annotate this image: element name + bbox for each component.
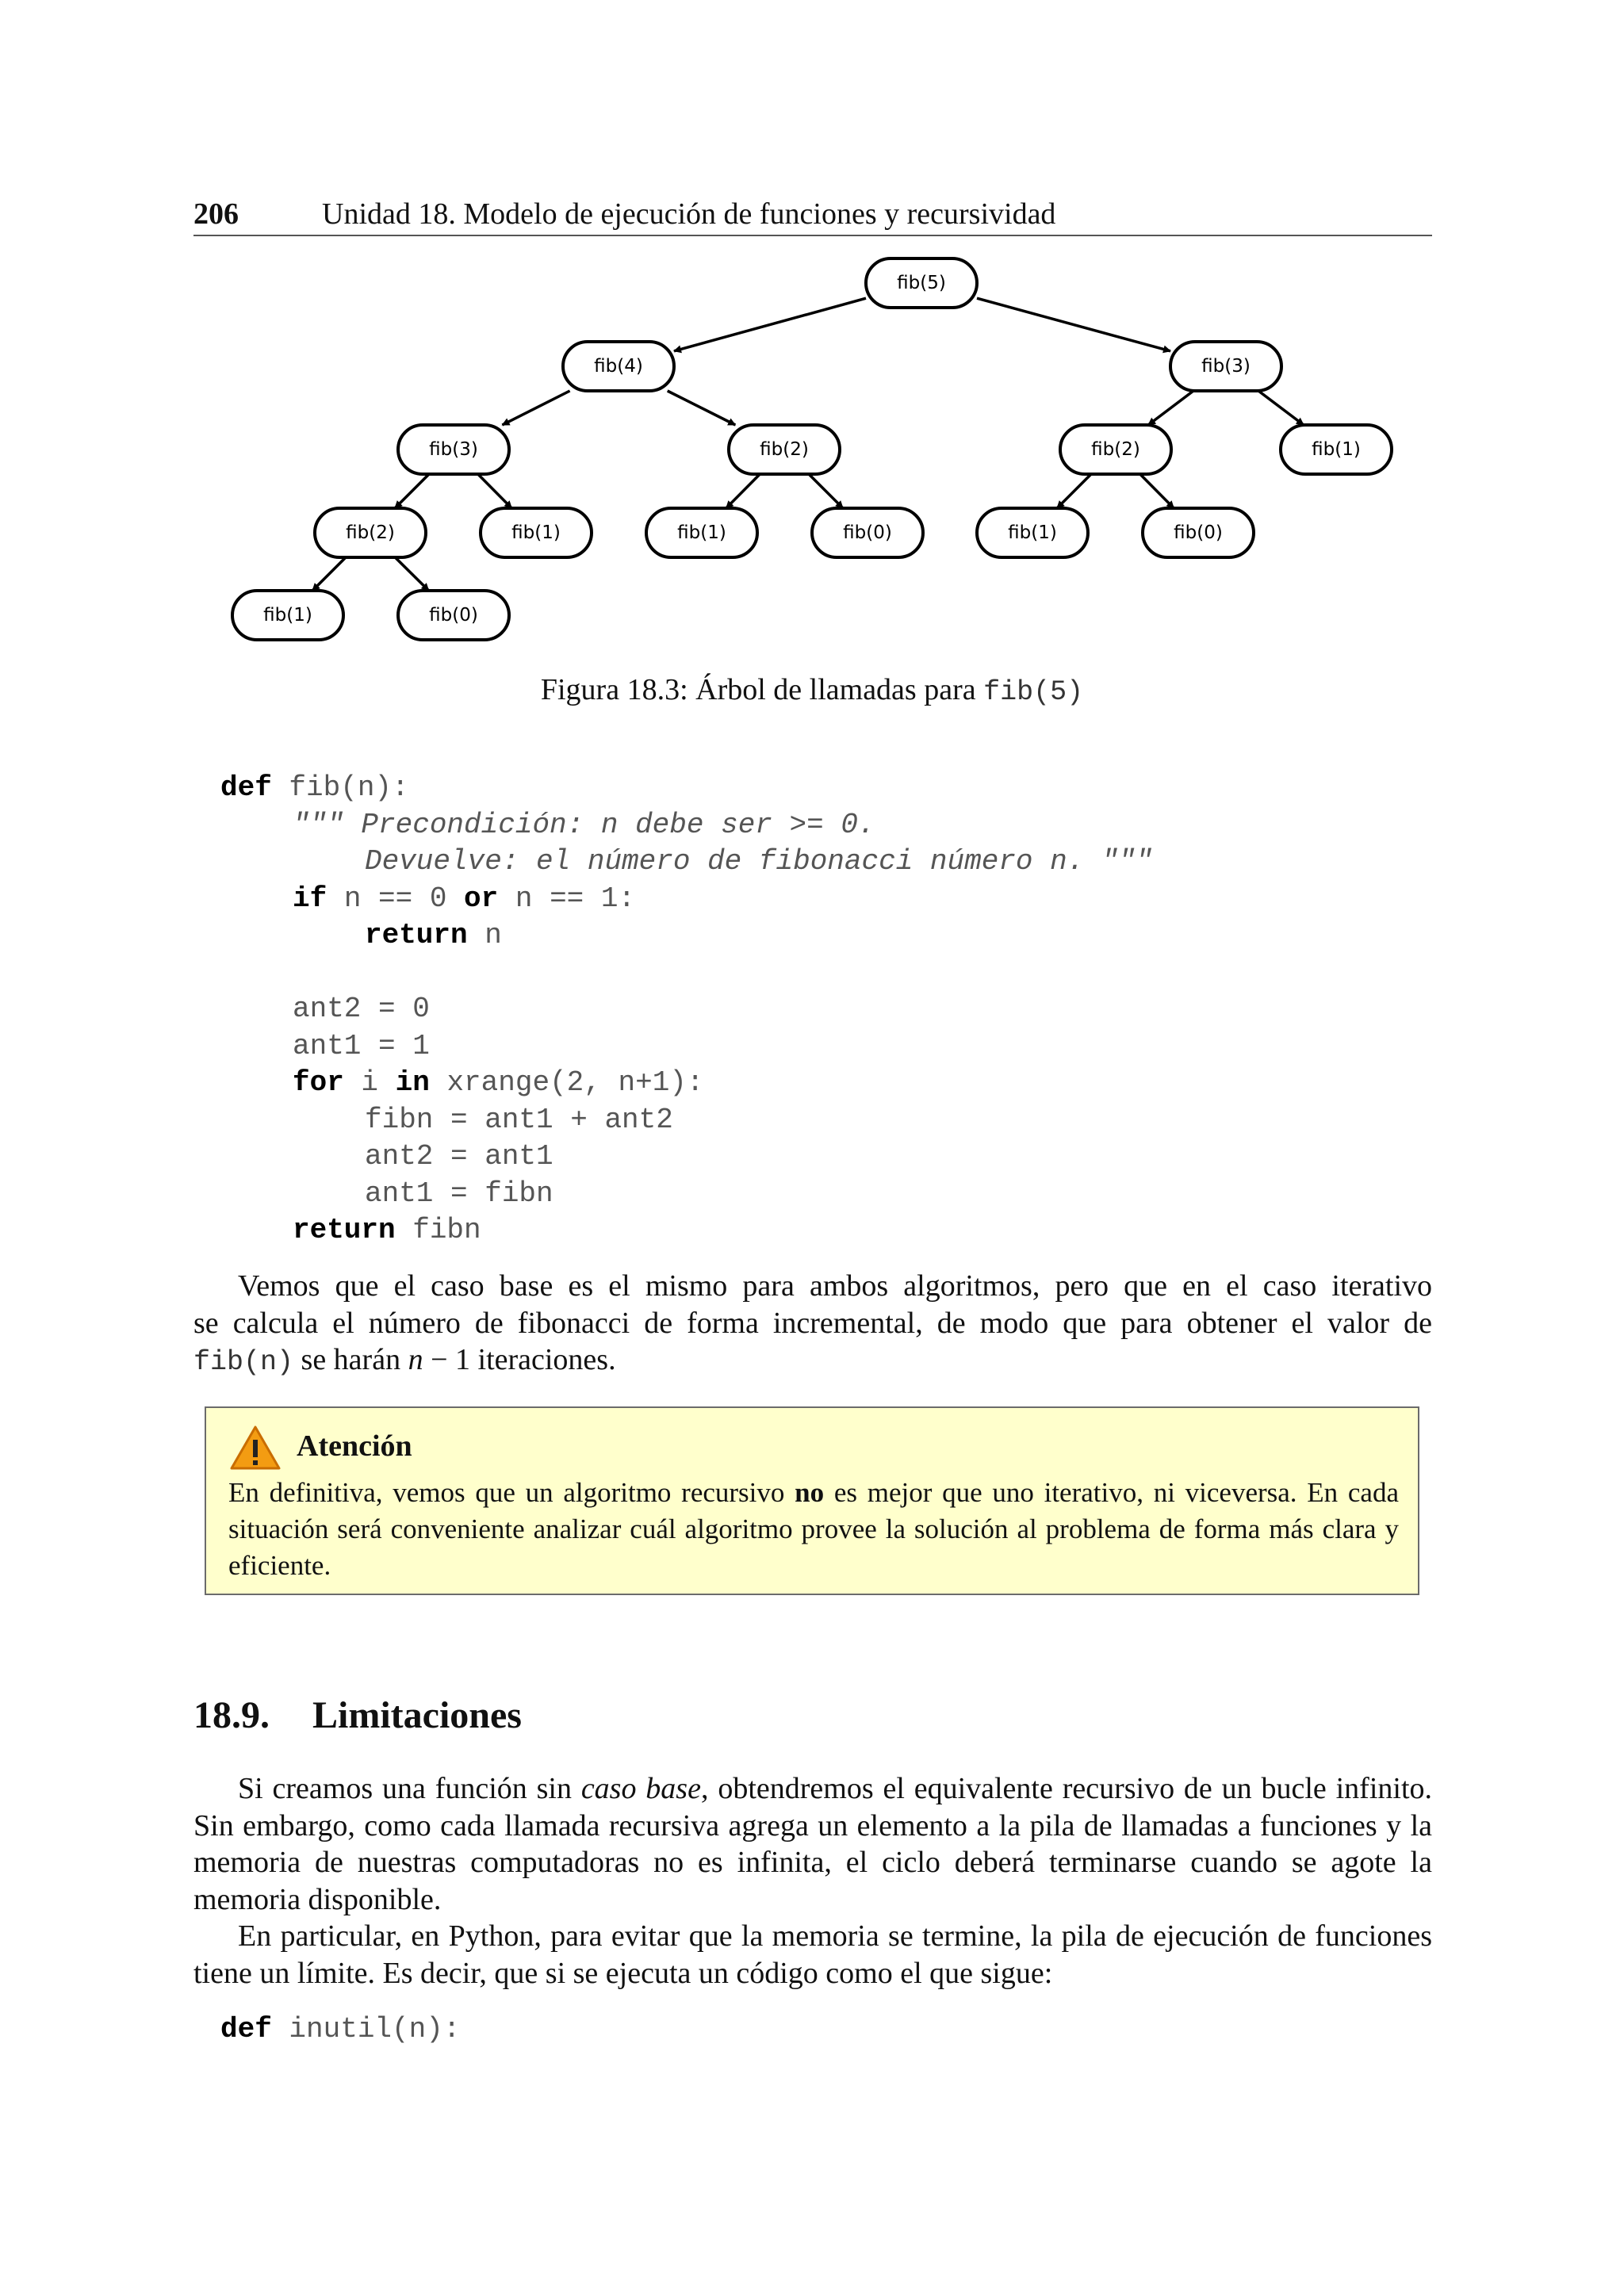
tree-node: [812, 508, 923, 557]
tree-node-label: fib(4): [594, 356, 643, 377]
para-text: se calcula el número de fibonacci de forma incremental, de modo que para obtener el valor de: [193, 1306, 1432, 1340]
tree-node-label: fib(1): [1312, 439, 1361, 460]
keyword: return: [365, 919, 468, 951]
tree-edge: [478, 474, 512, 508]
tree-node: [232, 591, 343, 640]
tree-edge: [726, 474, 760, 508]
inline-code: fib(n): [193, 1346, 294, 1378]
code-text: n == 0: [327, 882, 465, 915]
attention-box: [205, 1406, 1419, 1595]
keyword: def: [220, 2013, 272, 2045]
section-number: 18.9.: [193, 1694, 270, 1736]
paragraph-limitations: [193, 1770, 1432, 1918]
code-text: fib(n):: [271, 771, 409, 804]
tree-edge: [1148, 391, 1193, 425]
section-title: Limitaciones: [312, 1694, 522, 1736]
tree-node-label: fib(0): [429, 605, 478, 626]
tree-node-label: fib(0): [843, 522, 892, 543]
tree-node: [866, 258, 977, 308]
tree-edge: [668, 391, 736, 425]
warning-icon: [230, 1425, 281, 1470]
tree-node-label: fib(3): [1201, 356, 1251, 377]
tree-edge: [395, 557, 428, 591]
keyword: for: [293, 1066, 344, 1099]
tree-node-label: fib(2): [760, 439, 809, 460]
tree-node: [481, 508, 592, 557]
call-tree-figure: [0, 0, 1624, 666]
attention-text: es mejor que uno iterativo, ni viceversa. En cada situación será conveniente analizar cuál algoritmo provee la solución al problema de forma más clara y eficiente.: [228, 1477, 1399, 1581]
docstring: """ Precondición: n debe ser >= 0.: [293, 808, 875, 841]
para-text: se harán: [293, 1343, 408, 1376]
tree-node-label: fib(0): [1174, 522, 1223, 543]
code-text: fibn: [395, 1214, 481, 1246]
tree-node: [315, 508, 426, 557]
code-text: inutil(n):: [271, 2013, 461, 2045]
keyword: or: [464, 882, 499, 915]
tree-node-label: fib(3): [429, 439, 478, 460]
keyword: in: [395, 1066, 430, 1099]
tree-node: [1170, 342, 1281, 391]
tree-edge: [1258, 391, 1304, 425]
caption-text: Figura 18.3: Árbol de llamadas para: [540, 673, 984, 706]
para-italic: caso base: [580, 1772, 701, 1805]
tree-edge: [809, 474, 843, 508]
code-text: ant2 = 0: [293, 993, 430, 1025]
page-number: 206: [193, 197, 239, 231]
paragraph-iterative: [193, 1268, 1432, 1381]
code-block-inutil: [220, 2011, 460, 2049]
tree-node: [1143, 508, 1254, 557]
code-text: ant1 = 1: [293, 1029, 430, 1062]
tree-node: [729, 425, 840, 474]
tree-node: [398, 425, 509, 474]
code-text: ant2 = ant1: [365, 1140, 553, 1173]
tree-edge: [395, 474, 429, 508]
tree-node-label: fib(2): [1091, 439, 1140, 460]
tree-edge: [312, 557, 346, 591]
caption-code: fib(5): [983, 676, 1084, 708]
tree-node-label: fib(2): [346, 522, 395, 543]
attention-body: [228, 1475, 1399, 1584]
tree-node: [398, 591, 509, 640]
tree-node-label: fib(1): [511, 522, 561, 543]
code-text: i: [343, 1066, 396, 1099]
tree-node: [1281, 425, 1392, 474]
tree-node-label: fib(1): [1008, 522, 1057, 543]
code-text: xrange(2, n+1):: [429, 1066, 704, 1099]
para-text: , obtendremos el equivalente recursivo de un bucle infinito. Sin embargo, como cada llamada recursiva agrega un elemento a la pila de llamadas a funciones y la memoria de nuestras computadoras no es infinita, el ciclo deberá terminarse cuando se agote la memoria disponible.: [193, 1772, 1432, 1916]
tree-node: [977, 508, 1088, 557]
keyword: return: [293, 1214, 396, 1246]
tree-edge: [1057, 474, 1091, 508]
tree-node-label: fib(5): [897, 273, 946, 293]
code-text: fibn = ant1 + ant2: [365, 1103, 673, 1136]
para-text: Vemos que el caso base es el mismo para ambos algoritmos, pero que en el caso iterativo: [238, 1269, 1432, 1303]
code-text: ant1 = fibn: [365, 1177, 553, 1210]
tree-node-label: fib(1): [677, 522, 726, 543]
tree-node: [646, 508, 757, 557]
tree-edge: [674, 298, 866, 351]
tree-node: [563, 342, 674, 391]
attention-bold: no: [795, 1477, 825, 1508]
chapter-title: Unidad 18. Modelo de ejecución de funciones y recursividad: [322, 197, 1056, 231]
para-text: Si creamos una función sin: [238, 1772, 581, 1805]
section-heading: [193, 1690, 522, 1741]
keyword: def: [220, 771, 272, 804]
tree-nodes: [232, 258, 1392, 640]
para-text: − 1 iteraciones.: [423, 1343, 616, 1376]
paragraph-python-limit: [193, 1918, 1432, 1992]
tree-node: [1060, 425, 1171, 474]
keyword: if: [293, 882, 327, 915]
docstring: Devuelve: el número de fibonacci número n. """: [365, 845, 1153, 878]
para-text: En particular, en Python, para evitar que la memoria se termine, la pila de ejecución de funciones tiene un límite. Es decir, que si se ejecuta un código como el que sigue:: [193, 1919, 1432, 1990]
tree-edge: [977, 298, 1170, 351]
tree-edge: [502, 391, 569, 425]
attention-text: En definitiva, vemos que un algoritmo recursivo: [228, 1477, 795, 1508]
code-text: n: [467, 919, 502, 951]
code-text: n == 1:: [498, 882, 636, 915]
attention-title: Atención: [297, 1429, 412, 1463]
tree-edge: [1140, 474, 1174, 508]
tree-node-label: fib(1): [263, 605, 312, 626]
figure-caption: [0, 672, 1624, 708]
math-var: n: [408, 1343, 423, 1376]
code-block-fib: [220, 770, 1153, 1249]
